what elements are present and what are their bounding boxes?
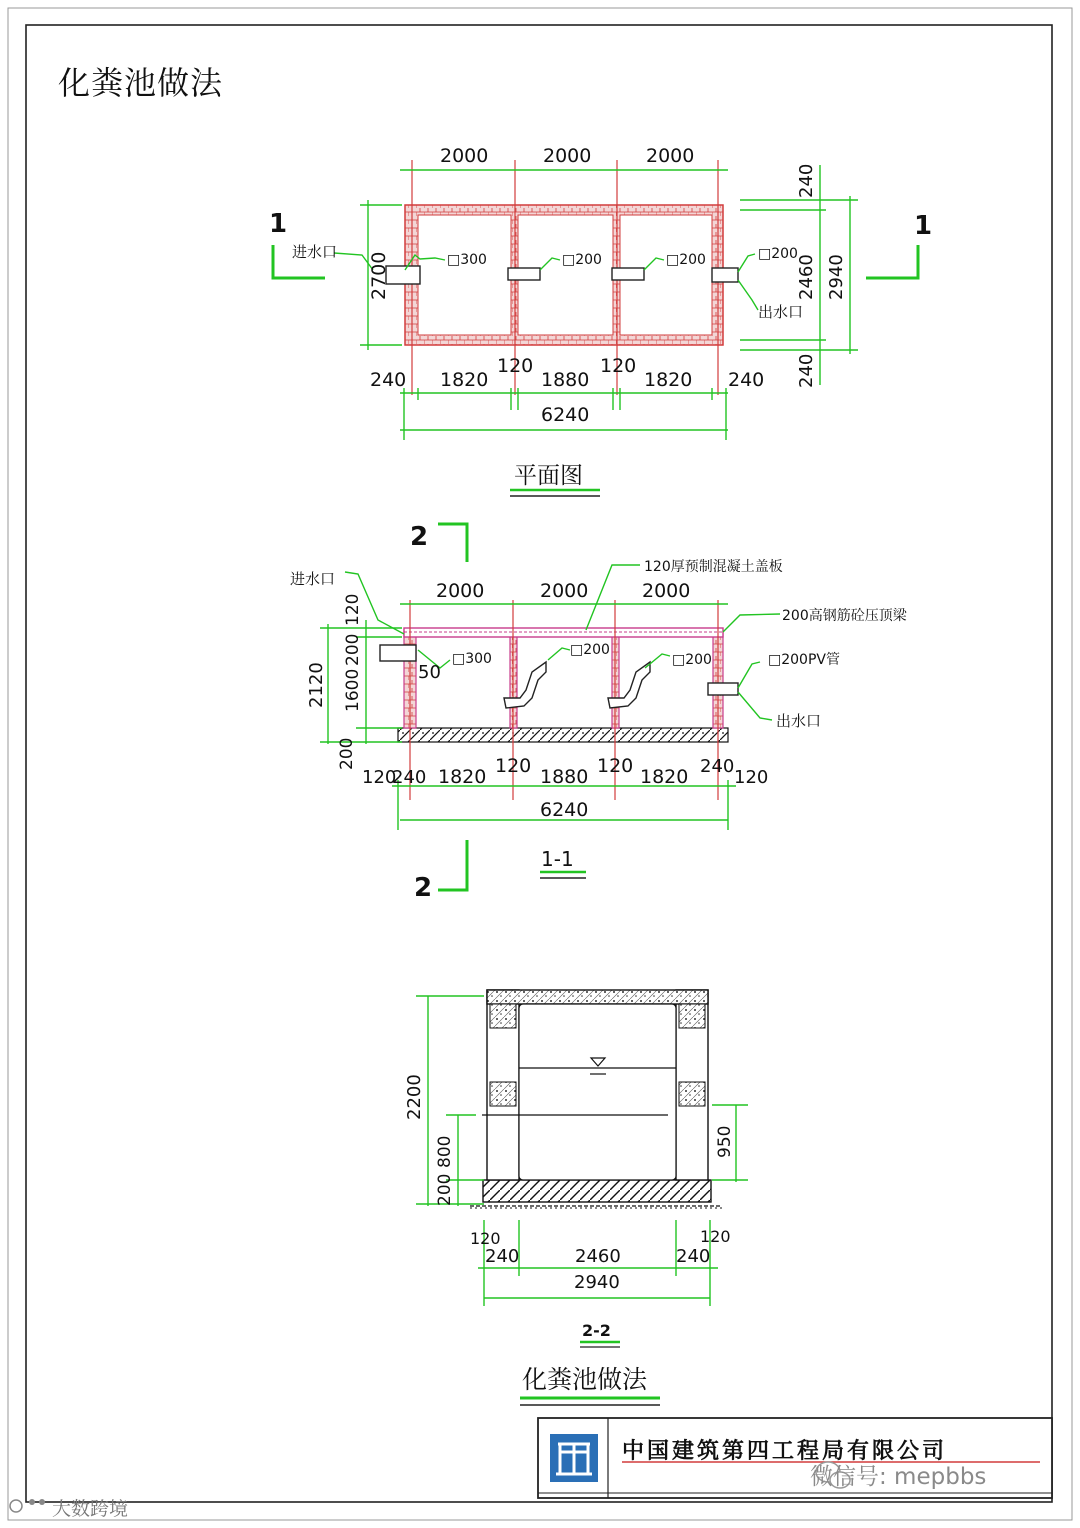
s1-bottom-dim-9: 120 [734, 767, 769, 788]
plan-right-dim-1: 240 [796, 163, 817, 198]
plan-bottom-dim-6: 1820 [644, 369, 693, 391]
plan-bottom-dim-5: 120 [600, 355, 637, 377]
section-mark-1-right: 1 [914, 211, 933, 241]
s2-right-dim: 950 [715, 1125, 735, 1158]
s2-caption: 2-2 [582, 1321, 611, 1340]
s1-pipe-4: □200PV管 [768, 652, 840, 668]
s1-left-total: 2120 [306, 662, 327, 708]
plan-right-total: 2940 [826, 254, 847, 300]
s1-small-dim: 50 [418, 662, 441, 683]
page-title: 化粪池做法 [58, 64, 224, 102]
s1-left-dim-3: 1600 [343, 668, 363, 712]
s2-left-dim-3: 200 [435, 1173, 455, 1206]
s2-left-dim-2: 800 [435, 1135, 455, 1168]
s1-section-marks [438, 524, 467, 890]
plan-bottom-dim-1: 240 [370, 369, 407, 391]
s1-bottom-dim-7: 1820 [640, 766, 689, 788]
plan-bottom-dim-3: 120 [497, 355, 534, 377]
plan-right-dim-2: 2460 [796, 254, 817, 300]
plan-left-dim: 2700 [368, 251, 390, 300]
plan-chamber-1 [418, 215, 511, 335]
s2-base-slab [483, 1180, 711, 1202]
plan-top-dim-2: 2000 [543, 145, 592, 167]
watermark-left: 大数跨境 [52, 1498, 129, 1520]
s1-pipe-2: □200 [570, 642, 610, 658]
s1-top-dim-1: 2000 [436, 580, 485, 602]
s2-bottom-dim-3: 2460 [575, 1246, 621, 1267]
section-2-2 [404, 990, 748, 1347]
bottom-title: 化粪池做法 [522, 1365, 648, 1394]
s1-left-dim-2: 200 [343, 633, 363, 666]
s1-caption: 1-1 [541, 847, 574, 871]
plan-pipe-3: □200 [666, 252, 706, 268]
plan-right-dim-3: 240 [796, 353, 817, 388]
s1-left-dim-4: 200 [337, 737, 357, 770]
watermark-right: 微信号: mepbbs [810, 1464, 987, 1490]
plan-pipe-4: □200 [758, 246, 798, 262]
s2-interior [519, 1004, 676, 1180]
plan-pipe-1: □300 [447, 252, 487, 268]
plan-caption: 平面图 [514, 463, 583, 489]
plan-bottom-dim-2: 1820 [440, 369, 489, 391]
s1-dimensions [320, 604, 736, 830]
s2-left-dim-1: 2200 [404, 1074, 425, 1120]
s1-walls [404, 630, 723, 728]
watermark-logo-icon [10, 1499, 45, 1512]
plan-view [269, 145, 932, 496]
section-1-1 [290, 522, 908, 903]
s1-foundation [398, 728, 728, 742]
s1-bottom-dim-2: 240 [392, 767, 427, 788]
s1-top-dim-2: 2000 [540, 580, 589, 602]
s1-note-beam: 200高钢筋砼压顶梁 [782, 608, 907, 624]
s1-total-dim: 6240 [540, 799, 589, 821]
s1-pipe-3: □200 [672, 652, 712, 668]
s2-total-dim: 2940 [574, 1272, 620, 1293]
s1-bottom-dim-4: 120 [495, 755, 532, 777]
plan-pipe-2: □200 [562, 252, 602, 268]
section-mark-2-top: 2 [410, 522, 429, 552]
plan-total-dim: 6240 [541, 404, 590, 426]
plan-top-dim-3: 2000 [646, 145, 695, 167]
s1-bottom-dim-8: 240 [700, 756, 735, 777]
s1-bottom-dim-1: 120 [362, 767, 397, 788]
s1-bottom-dim-5: 1880 [540, 766, 589, 788]
s2-top-slab [487, 990, 708, 1004]
s2-bottom-dim-2: 240 [485, 1246, 520, 1267]
s1-pipe-1: □300 [452, 651, 492, 667]
s1-inlet-label: 进水口 [290, 570, 336, 588]
plan-inlet-label: 进水口 [292, 243, 338, 261]
plan-bottom-dim-4: 1880 [541, 369, 590, 391]
s1-note-cover: 120厚预制混凝土盖板 [644, 559, 783, 575]
s1-inlet-pipe [380, 645, 416, 661]
company-logo [550, 1434, 598, 1482]
s1-outlet-pipe [708, 683, 738, 695]
s1-left-dim-1: 120 [343, 593, 363, 626]
plan-bottom-dim-7: 240 [728, 369, 765, 391]
s2-bottom-dim-5: 120 [700, 1227, 731, 1246]
section-mark-1-left: 1 [269, 209, 288, 239]
s1-outlet-label: 出水口 [776, 712, 822, 730]
plan-top-dim-1: 2000 [440, 145, 489, 167]
s1-top-dim-3: 2000 [642, 580, 691, 602]
s1-bottom-dim-3: 1820 [438, 766, 487, 788]
plan-outlet-label: 出水口 [758, 303, 804, 321]
section-mark-2-bottom: 2 [414, 873, 433, 903]
s1-bottom-dim-6: 120 [597, 755, 634, 777]
s2-bottom-dim-1: 120 [470, 1229, 501, 1248]
s2-bottom-dim-4: 240 [676, 1246, 711, 1267]
company-name: 中国建筑第四工程局有限公司 [622, 1439, 948, 1464]
